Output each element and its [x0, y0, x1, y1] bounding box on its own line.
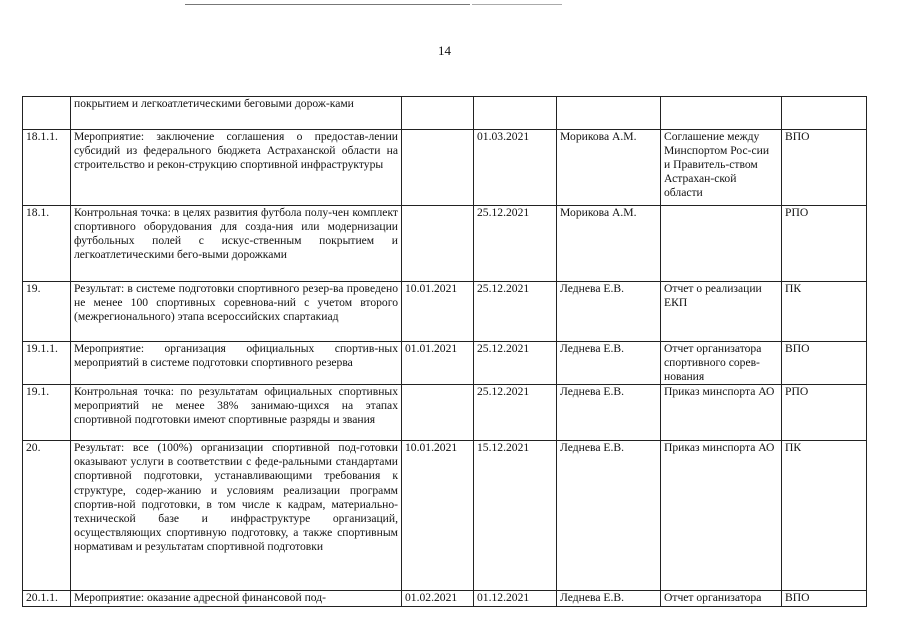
row-end-date: 01.03.2021 [474, 130, 557, 206]
row-document: Отчет организатора [661, 591, 782, 607]
row-description: Мероприятие: заключение соглашения о предостав-лении субсидий из федерального бюджета Астраханской области на строительство и рекон-струкцию спортивной инфраструктуры [71, 130, 402, 206]
row-number: 18.1.1. [23, 130, 71, 206]
row-level-code: РПО [782, 206, 867, 282]
row-description: Мероприятие: организация официальных спортив-ных мероприятий в системе подготовки спортивного резерва [71, 342, 402, 385]
row-document: Отчет организатора спортивного сорев-нования [661, 342, 782, 385]
row-start-date: 01.02.2021 [402, 591, 474, 607]
row-description: покрытием и легкоатлетическими беговыми дорож-ками [71, 97, 402, 130]
row-description: Мероприятие: оказание адресной финансовой под- [71, 591, 402, 607]
row-document [661, 206, 782, 282]
row-responsible: Леднева Е.В. [557, 385, 661, 441]
row-end-date: 25.12.2021 [474, 282, 557, 342]
row-level-code: ПК [782, 282, 867, 342]
row-start-date [402, 385, 474, 441]
row-start-date: 10.01.2021 [402, 282, 474, 342]
row-description: Контрольная точка: в целях развития футбола полу-чен комплект спортивного оборудования для созда-ния или модернизации футбольных полей с искус-ственным покрытием и легкоатлетическими бего-выми дорожками [71, 206, 402, 282]
table-row [23, 591, 867, 607]
row-number: 19.1.1. [23, 342, 71, 385]
row-responsible: Морикова А.М. [557, 130, 661, 206]
top-rule-faint [472, 4, 562, 5]
table-row [23, 385, 867, 441]
row-document: Отчет о реализации ЕКП [661, 282, 782, 342]
row-description: Результат: все (100%) организации спортивной под-готовки оказывают услуги в соответствии с феде-ральными стандартами спортивной подготовки, устанавливающими требования к структуре, содер-жанию и условиям реализации программ спортив-ной подготовки, в том числе к кадрам, материально-технической базе и инфраструктуре организаций, осуществляющих спортивную подготовку, а также спортивным нормативам и результатам спортивной подготовки [71, 441, 402, 591]
row-description: Контрольная точка: по результатам официальных спортивных мероприятий не менее 38% занимаю-щихся на этапах спортивной подготовки имеют спортивные разряды и звания [71, 385, 402, 441]
table-row [23, 130, 867, 206]
row-number: 18.1. [23, 206, 71, 282]
top-rule [185, 4, 470, 5]
row-start-date [402, 206, 474, 282]
row-responsible: Леднева Е.В. [557, 591, 661, 607]
table-row [23, 206, 867, 282]
table-row [23, 97, 867, 130]
row-level-code: РПО [782, 385, 867, 441]
row-responsible: Морикова А.М. [557, 206, 661, 282]
row-start-date [402, 130, 474, 206]
row-level-code: ПК [782, 441, 867, 591]
row-level-code: ВПО [782, 130, 867, 206]
row-start-date: 01.01.2021 [402, 342, 474, 385]
table-row [23, 342, 867, 385]
row-end-date: 15.12.2021 [474, 441, 557, 591]
row-responsible [557, 97, 661, 130]
row-end-date: 25.12.2021 [474, 342, 557, 385]
row-document: Соглашение между Минспортом Рос-сии и Правитель-ством Астрахан-ской области [661, 130, 782, 206]
row-end-date [474, 97, 557, 130]
row-responsible: Леднева Е.В. [557, 441, 661, 591]
row-responsible: Леднева Е.В. [557, 282, 661, 342]
row-number: 19.1. [23, 385, 71, 441]
row-description: Результат: в системе подготовки спортивного резер-ва проведено не менее 100 спортивных соревнова-ний с учетом второго (межрегионального) этапа всероссийских спартакиад [71, 282, 402, 342]
table-row [23, 282, 867, 342]
row-end-date: 25.12.2021 [474, 206, 557, 282]
row-end-date: 25.12.2021 [474, 385, 557, 441]
row-responsible: Леднева Е.В. [557, 342, 661, 385]
row-document [661, 97, 782, 130]
row-start-date: 10.01.2021 [402, 441, 474, 591]
page-number: 14 [438, 43, 451, 58]
row-level-code [782, 97, 867, 130]
row-document: Приказ минспорта АО [661, 441, 782, 591]
row-level-code: ВПО [782, 591, 867, 607]
row-number: 20.1.1. [23, 591, 71, 607]
row-number: 19. [23, 282, 71, 342]
row-document: Приказ минспорта АО [661, 385, 782, 441]
row-number [23, 97, 71, 130]
row-number: 20. [23, 441, 71, 591]
plan-table [22, 96, 867, 607]
row-level-code: ВПО [782, 342, 867, 385]
row-start-date [402, 97, 474, 130]
row-end-date: 01.12.2021 [474, 591, 557, 607]
table-row [23, 441, 867, 591]
